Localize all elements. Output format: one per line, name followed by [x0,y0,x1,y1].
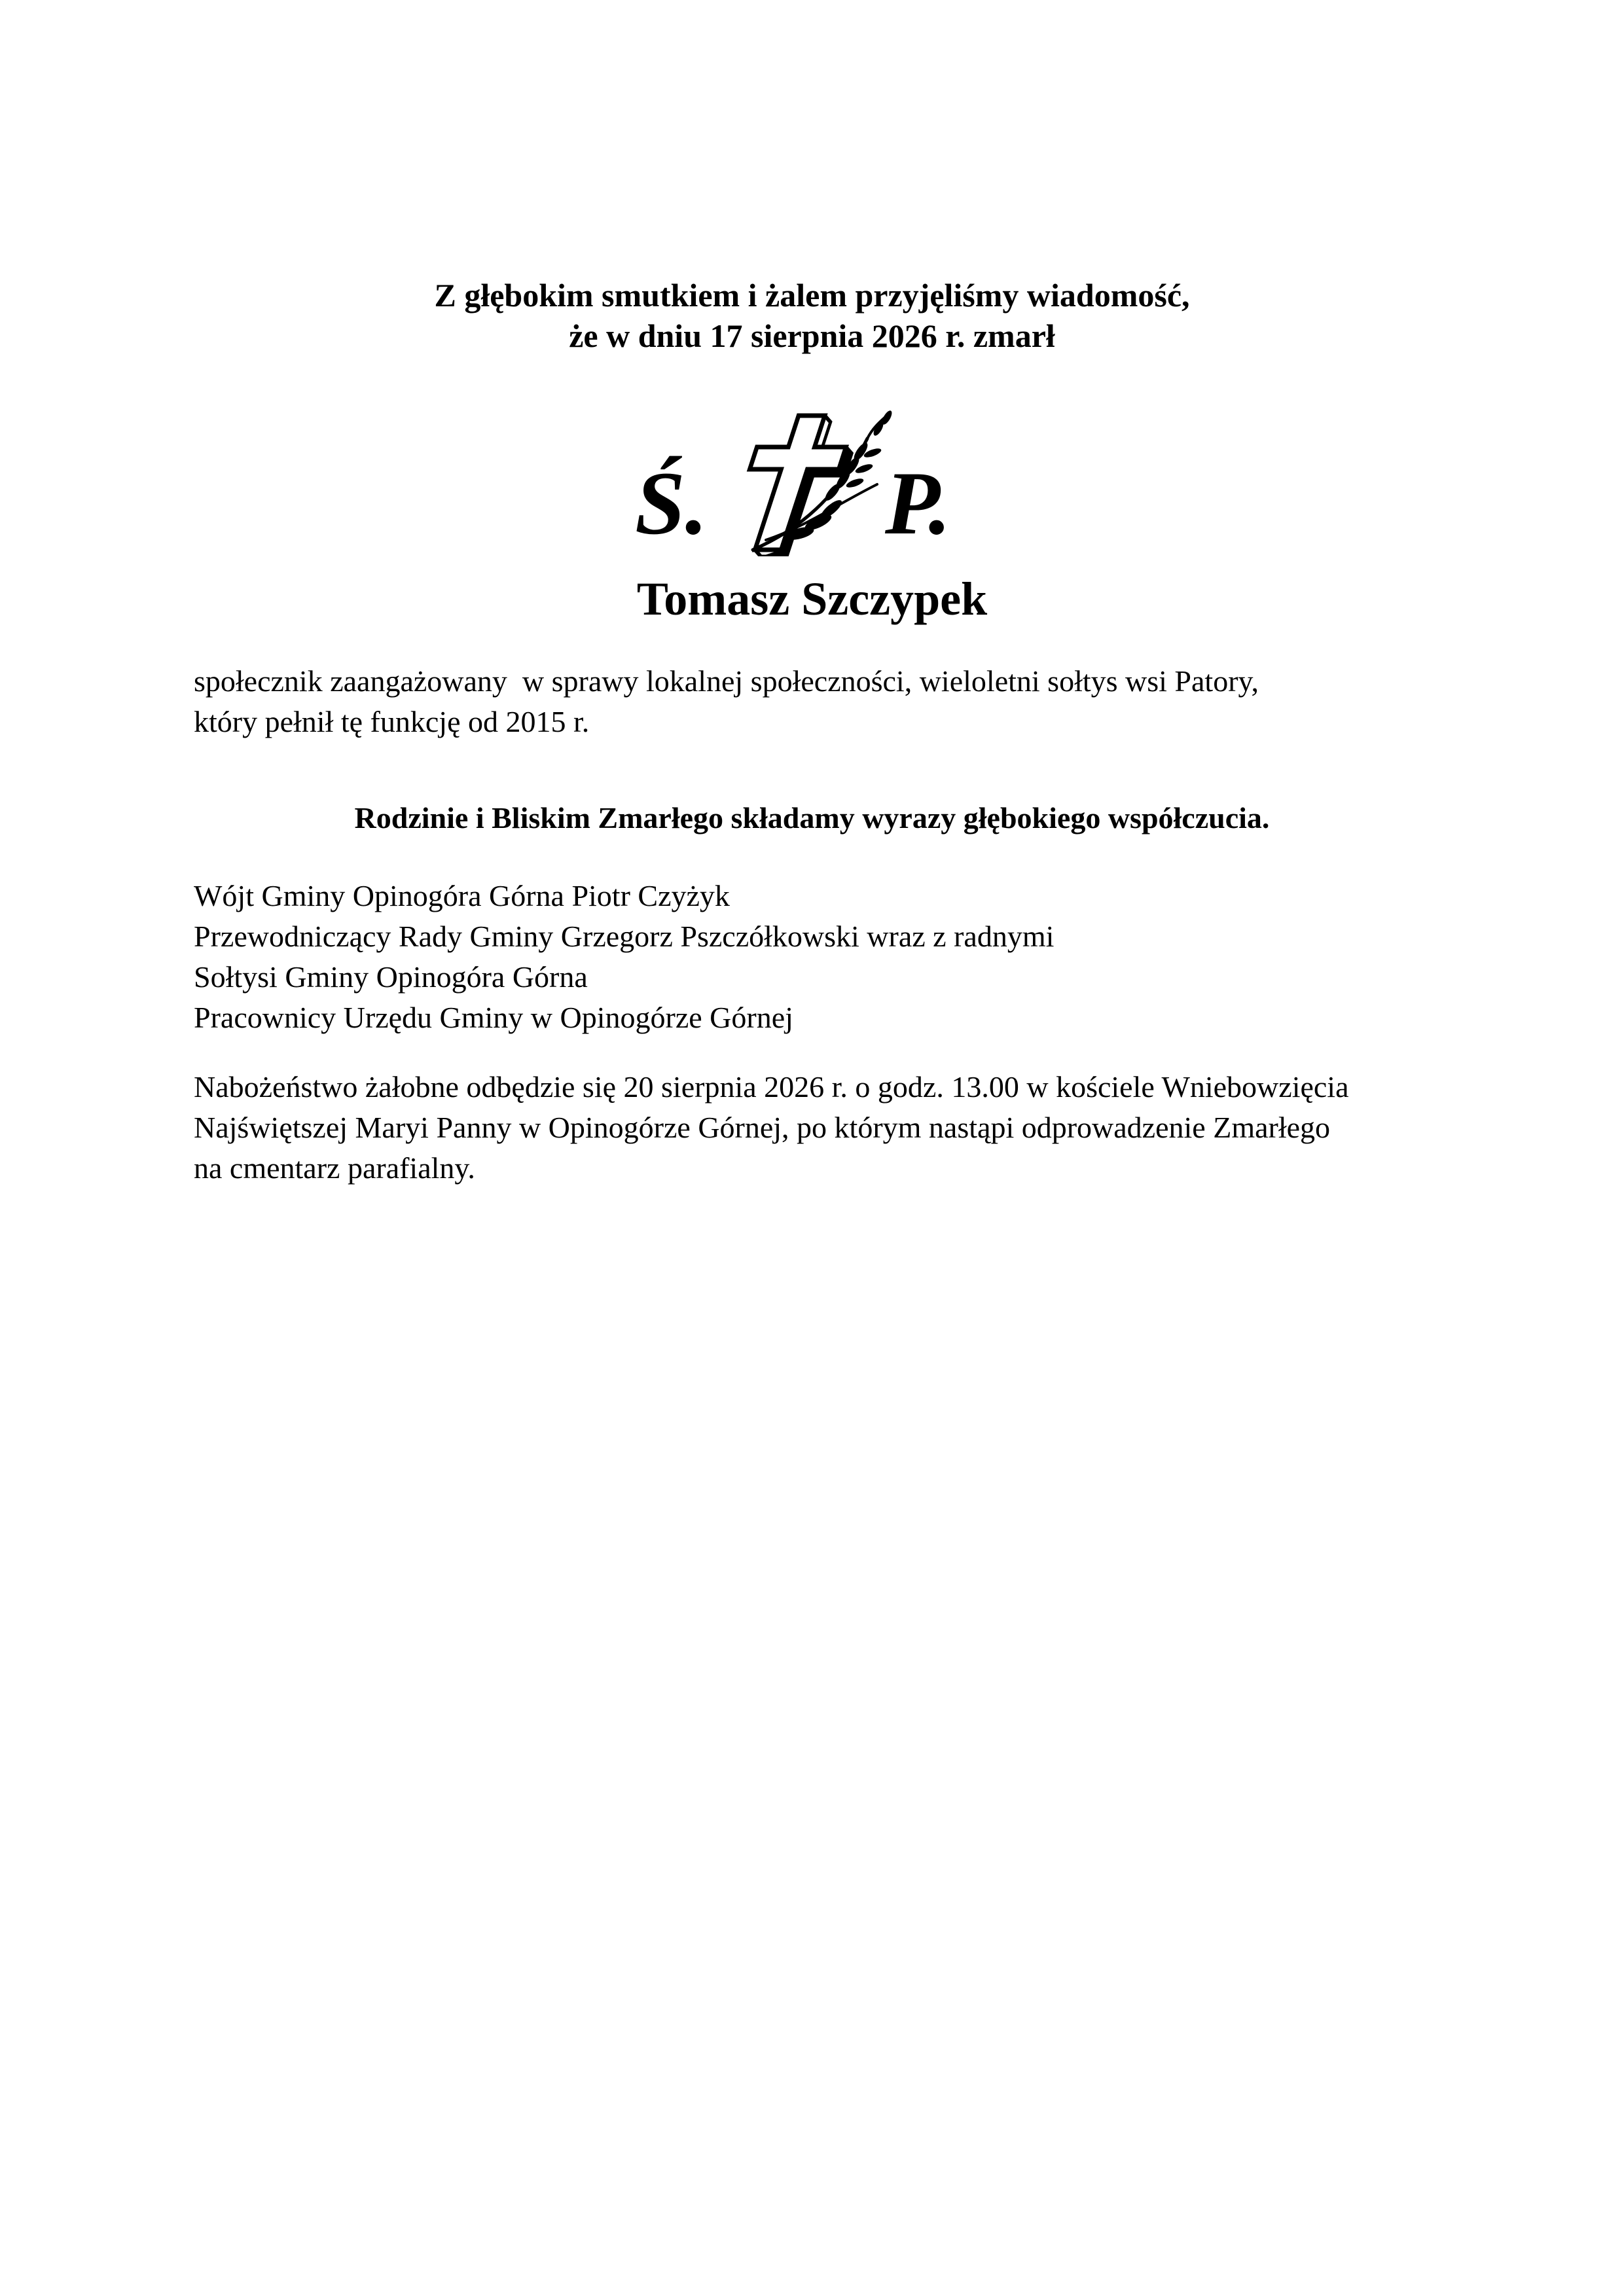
signatory: Pracownicy Urzędu Gminy w Opinogórze Górnej [194,1001,793,1034]
emblem-letter-p: P. [885,453,952,553]
signatory: Wójt Gminy Opinogóra Górna Piotr Czyżyk [194,879,730,912]
deceased-name: Tomasz Szczypek [636,573,988,625]
intro-heading [0,275,1624,356]
service-line-3: na cmentarz parafialny. [194,1151,475,1185]
description-line-2: który pełnił tę funkcję od 2015 r. [194,705,590,738]
signatories-list [194,876,1437,1038]
service-line-2: Najświętszej Maryi Panny w Opinogórze Górnej, po którym nastąpi odprowadzenie Zmarłego [194,1111,1331,1144]
sp-emblem [628,406,982,556]
intro-line-1: Z głębokim smutkiem i żalem przyjęliśmy wiadomość, [434,277,1190,314]
service-line-1: Nabożeństwo żałobne odbędzie się 20 sierpnia 2026 r. o godz. 13.00 w kościele Wniebowzięcia [194,1070,1349,1103]
signatory: Przewodniczący Rady Gminy Grzegorz Pszczółkowski wraz z radnymi [194,920,1055,953]
emblem-letter-s: Ś. [635,453,708,553]
intro-line-2: że w dniu 17 sierpnia 2026 r. zmarł [569,317,1055,354]
cross-with-wheat-icon [727,406,897,556]
deceased-description [194,661,1437,742]
signatory: Sołtysi Gminy Opinogóra Górna [194,960,588,994]
condolence-statement: Rodzinie i Bliskim Zmarłego składamy wyrazy głębokiego współczucia. [354,801,1270,834]
description-line-1: społecznik zaangażowany w sprawy lokalnej społeczności, wieloletni sołtys wsi Patory, [194,664,1259,698]
funeral-service-info [194,1067,1451,1189]
